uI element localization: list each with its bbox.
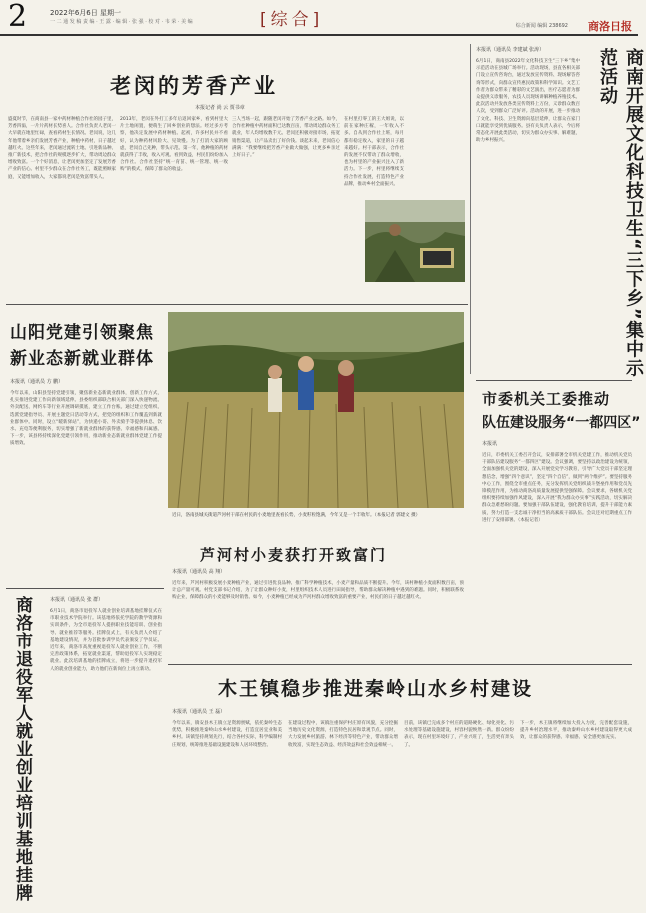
committee-byline: 本报讯 [482, 441, 498, 447]
lead-col-1: 盛夏时节，在商南县一家中药材种植合作社的园子里，芳香四溢，一片片药材长势喜人。合作社负责人老闵一大早就在地里忙碌，查看药材生长情况。老闵说，这几年他带着乡亲们发展芳香产业，种植中药材，日子越过越红火。这些年来，老闵通过流转土地、引进新品种、推广新技术，把合作社的规模逐步扩大，带动周边群众增收致富。一个个好消息，让老闵更加坚定了发展芳香产业的信心。村里不少群众在合作社务工，既能照顾家庭，又能增加收入，大家都说老闵是致富带头人。 [8, 117, 116, 180]
lead-col-2: 2013年，老闵在外打工多年后返回家乡，看到村里大片土地闲置，便萌生了回乡创业的想法。经过多方考察，他决定发展中药材种植。起初，许多村民并不看好，认为种药材风险大、见效慢。为了打消大家的顾虑，老闵自己先种，带头示范。第一年，他种植的药材就获得了丰收，收入可观。看到效益，村民们纷纷加入合作社。合作社坚持“统一育苗、统一管理、统一收购”的模式，保障了群众的收益。 [120, 117, 228, 173]
section-rule-4 [168, 664, 632, 665]
committee-body: 近日，市委机关工委召开会议，安排部署全市机关党建工作，推动机关党员干部队伍建设服务“一都四区”建设。会议强调，要坚持以政治建设为统领，全面加强机关党的建设，深入开展党史学习教育，引导广大党员干部坚定理想信念，增强“四个意识”，坚定“四个自信”，做到“两个维护”。要坚持服务中心工作，围绕全市重点任务，充分发挥机关党组织战斗堡垒作用和党员先锋模范作用，为推动商洛高质量发展提供坚强保障。会议要求，各级机关党组织要持续加强作风建设，深入开展“我为群众办实事”实践活动，切实解决群众急难愁盼问题。要加强干部队伍建设，强化教育培训，提升干部能力素质，努力打造一支忠诚干净担当的高素质干部队伍。会议还对近期重点工作进行了安排部署。（本报记者） [482, 453, 632, 523]
section-rule-2 [6, 588, 164, 589]
editor-line: 一 二 通 发 稿 责 编 · 王 露 · 编 辑 · 张 强 · 校 对 · 韦 荣 · 美 编 [50, 19, 193, 25]
lead-inset-photo [365, 200, 465, 282]
muwang-col-3: 目前，该镇已完成多个村庄的道路硬化、绿化亮化、污水处理等基础设施建设，村容村貌焕然一新。群众纷纷表示，现在村里环境好了，产业兴旺了，生活更有奔头了。 [404, 721, 514, 748]
lead-title: 老闵的芳香产业 [110, 74, 278, 98]
section-rule-3 [476, 380, 632, 381]
muwang-byline: 本报讯（通讯员 王 磊） [172, 709, 226, 715]
lead-col-4: 在村里打零工的王大姐说，以前在家种庄稼，一年收入不多。自从到合作社上班，每月都有稳定收入，家里的日子越来越好。村干部表示，合作社的发展不仅带动了群众增收，也为村里的产业振兴注入了新活力。下一步，村里将继续支持合作社发展，打造特色产业品牌，推动乡村全面振兴。 [344, 117, 404, 187]
column-divider [470, 44, 471, 374]
newspaper-logo: 商洛日报 [588, 20, 632, 33]
shanyang-body: 今年以来，山阳县坚持党建引领，聚焦新业态新就业群体，创新工作方式，扎实推进党建工作向新领域延伸。县委组织部联合相关部门深入快递物流、外卖配送、网约车等行业开展调研摸底，建立工作台账。通过建立党组织、选派党建指导员、开展主题党日活动等方式，把党的组织和工作覆盖到新就业群体中。同时，设立“暖新驿站”，为快递小哥、外卖骑手等提供休息、饮水、充电等便利服务，切实增强了新就业群体的获得感、幸福感和归属感。下一步，该县将持续深化党建引领作用，推动新业态新就业群体党建工作提质增效。 [10, 391, 162, 447]
shanyang-title-1: 山阳党建引领聚焦 [10, 323, 154, 343]
muwang-col-1: 今年以来，镇安县木王镇立足资源禀赋，依托秦岭生态优势，积极推进秦岭山水乡村建设，打造宜居宜业和美乡村。该镇坚持规划先行，结合各村实际，科学编制村庄规划，统筹推进基础设施建设和人居环境整治。 [172, 721, 282, 748]
muwang-col-2: 在建设过程中，该镇注重保护村庄原有风貌，充分挖掘当地历史文化资源，打造特色民居和景观节点。同时，大力发展乡村旅游、林下经济等特色产业，带动群众增收致富，实现生态效益、经济效益和社会效益相统一。 [288, 721, 398, 748]
section-title: [综合] [260, 10, 324, 30]
lead-inset-photo-graphic [365, 200, 465, 282]
rt-body: 6月1日，商南县2022年文化科技卫生“三下乡”集中示范活动在县城广场举行。活动现场，县直各相关部门设立宣传咨询台，通过发放宣传资料、现场解答咨询等形式，向群众宣传惠民政策和科学知识。文艺工作者为群众带来了精彩的文艺演出，医疗志愿者为群众提供义诊服务，农技人员现场讲解种植养殖技术。此次活动共发放各类宣传资料上万份，义诊群众数百人次，受到群众广泛好评。活动的开展，进一步推动了文化、科技、卫生资源向基层延伸，让群众在家门口就能享受到优质服务。县有关负责人表示，今后将常态化开展此类活动，切实为群众办实事、解难题，助力乡村振兴。 [476, 59, 580, 144]
muwang-col-4: 下一步，木王镇将继续加大投入力度，完善配套设施，提升乡村治理水平，推动秦岭山水乡村建设取得更大成效，让群众的获得感、幸福感、安全感更加充实。 [520, 721, 632, 741]
wheat-field-photo [168, 312, 464, 508]
section-rule-1 [6, 304, 468, 305]
rt-title: 商南开展文化科技卫生“三下乡”集中示范活动 [597, 48, 644, 378]
committee-title-1: 市委机关工委推动 [482, 390, 611, 408]
shanyang-byline: 本报讯（通讯员 方 鹏） [10, 379, 64, 385]
shanyang-title-2: 新业态新就业群体 [10, 349, 154, 369]
luhe-title: 芦河村小麦获打开致富门 [200, 546, 388, 564]
luhe-body: 近年来，芦河村积极发展小麦种植产业，通过引进优良品种、推广科学种植技术，小麦产量和品质不断提升。今年，该村种植小麦面积数百亩，预计总产量可观。村党支部书记介绍，为了让群众种好小麦，村里组织技术人员进行田间指导，帮助群众解决种植中遇到的难题。同时，积极联系收购企业，保障群众的小麦能够及时销售。如今，小麦种植已经成为芦河村群众增收致富的重要产业，村民们的日子越过越红火。 [172, 581, 464, 601]
wheat-field-photo-graphic [168, 312, 464, 508]
committee-title-2: 队伍建设服务“一都四区” [482, 415, 641, 431]
lead-byline: 本报记者 尚 云 贾书章 [195, 105, 245, 111]
luhe-byline: 本报讯（通讯员 高 翔） [172, 569, 226, 575]
issue-date: 2022年6月6日 星期一 [50, 9, 121, 17]
page-header [0, 0, 638, 36]
muwang-title: 木王镇稳步推进秦岭山水乡村建设 [218, 678, 534, 700]
veterans-title: 商洛市退役军人就业创业培训基地挂牌 [12, 596, 32, 902]
veterans-byline: 本报讯（通讯员 张 群） [50, 597, 104, 603]
rt-byline: 本报讯（通讯员 李建斌 张涛） [476, 47, 545, 53]
page-number: 2 [8, 0, 28, 34]
lead-col-3: 三人当场一起，跟随老闵开始了芳香产业之路。如今，合作社种植中药材面积已达数百亩，带动周边群众务工就业，年人均增收数千元。老闵还积极对接市场，拓宽销售渠道，让产品卖出了好价钱。谈起未来，老闵信心满满：“我要继续把芳香产业做大做强，让更多乡亲过上好日子。” [232, 117, 340, 159]
veterans-body: 6月1日，商洛市退役军人就业创业培训基地挂牌仪式在市职业技术学院举行。该基地将依托学院的教学资源和实训条件，为全市退役军人提供职业技能培训、创业指导、就业推荐等服务。挂牌仪式上，有关负责人介绍了基地建设情况，并为首批参训学员代表颁发了学员证。近年来，商洛市高度重视退役军人就业创业工作，不断完善政策体系，拓宽就业渠道，帮助退役军人实现稳定就业。此次培训基地的挂牌成立，将进一步提升退役军人的就业创业能力，助力他们在新岗位上再立新功。 [50, 609, 162, 672]
photo-caption: 近日，洛南县城关街道芦河村干部在村民的小麦地里查看长势，小麦籽粒饱满，今年又是一个丰收年。（本报记者 郭建文 摄） [172, 513, 421, 518]
header-info: 综合新闻 编辑 238692 [515, 23, 568, 29]
